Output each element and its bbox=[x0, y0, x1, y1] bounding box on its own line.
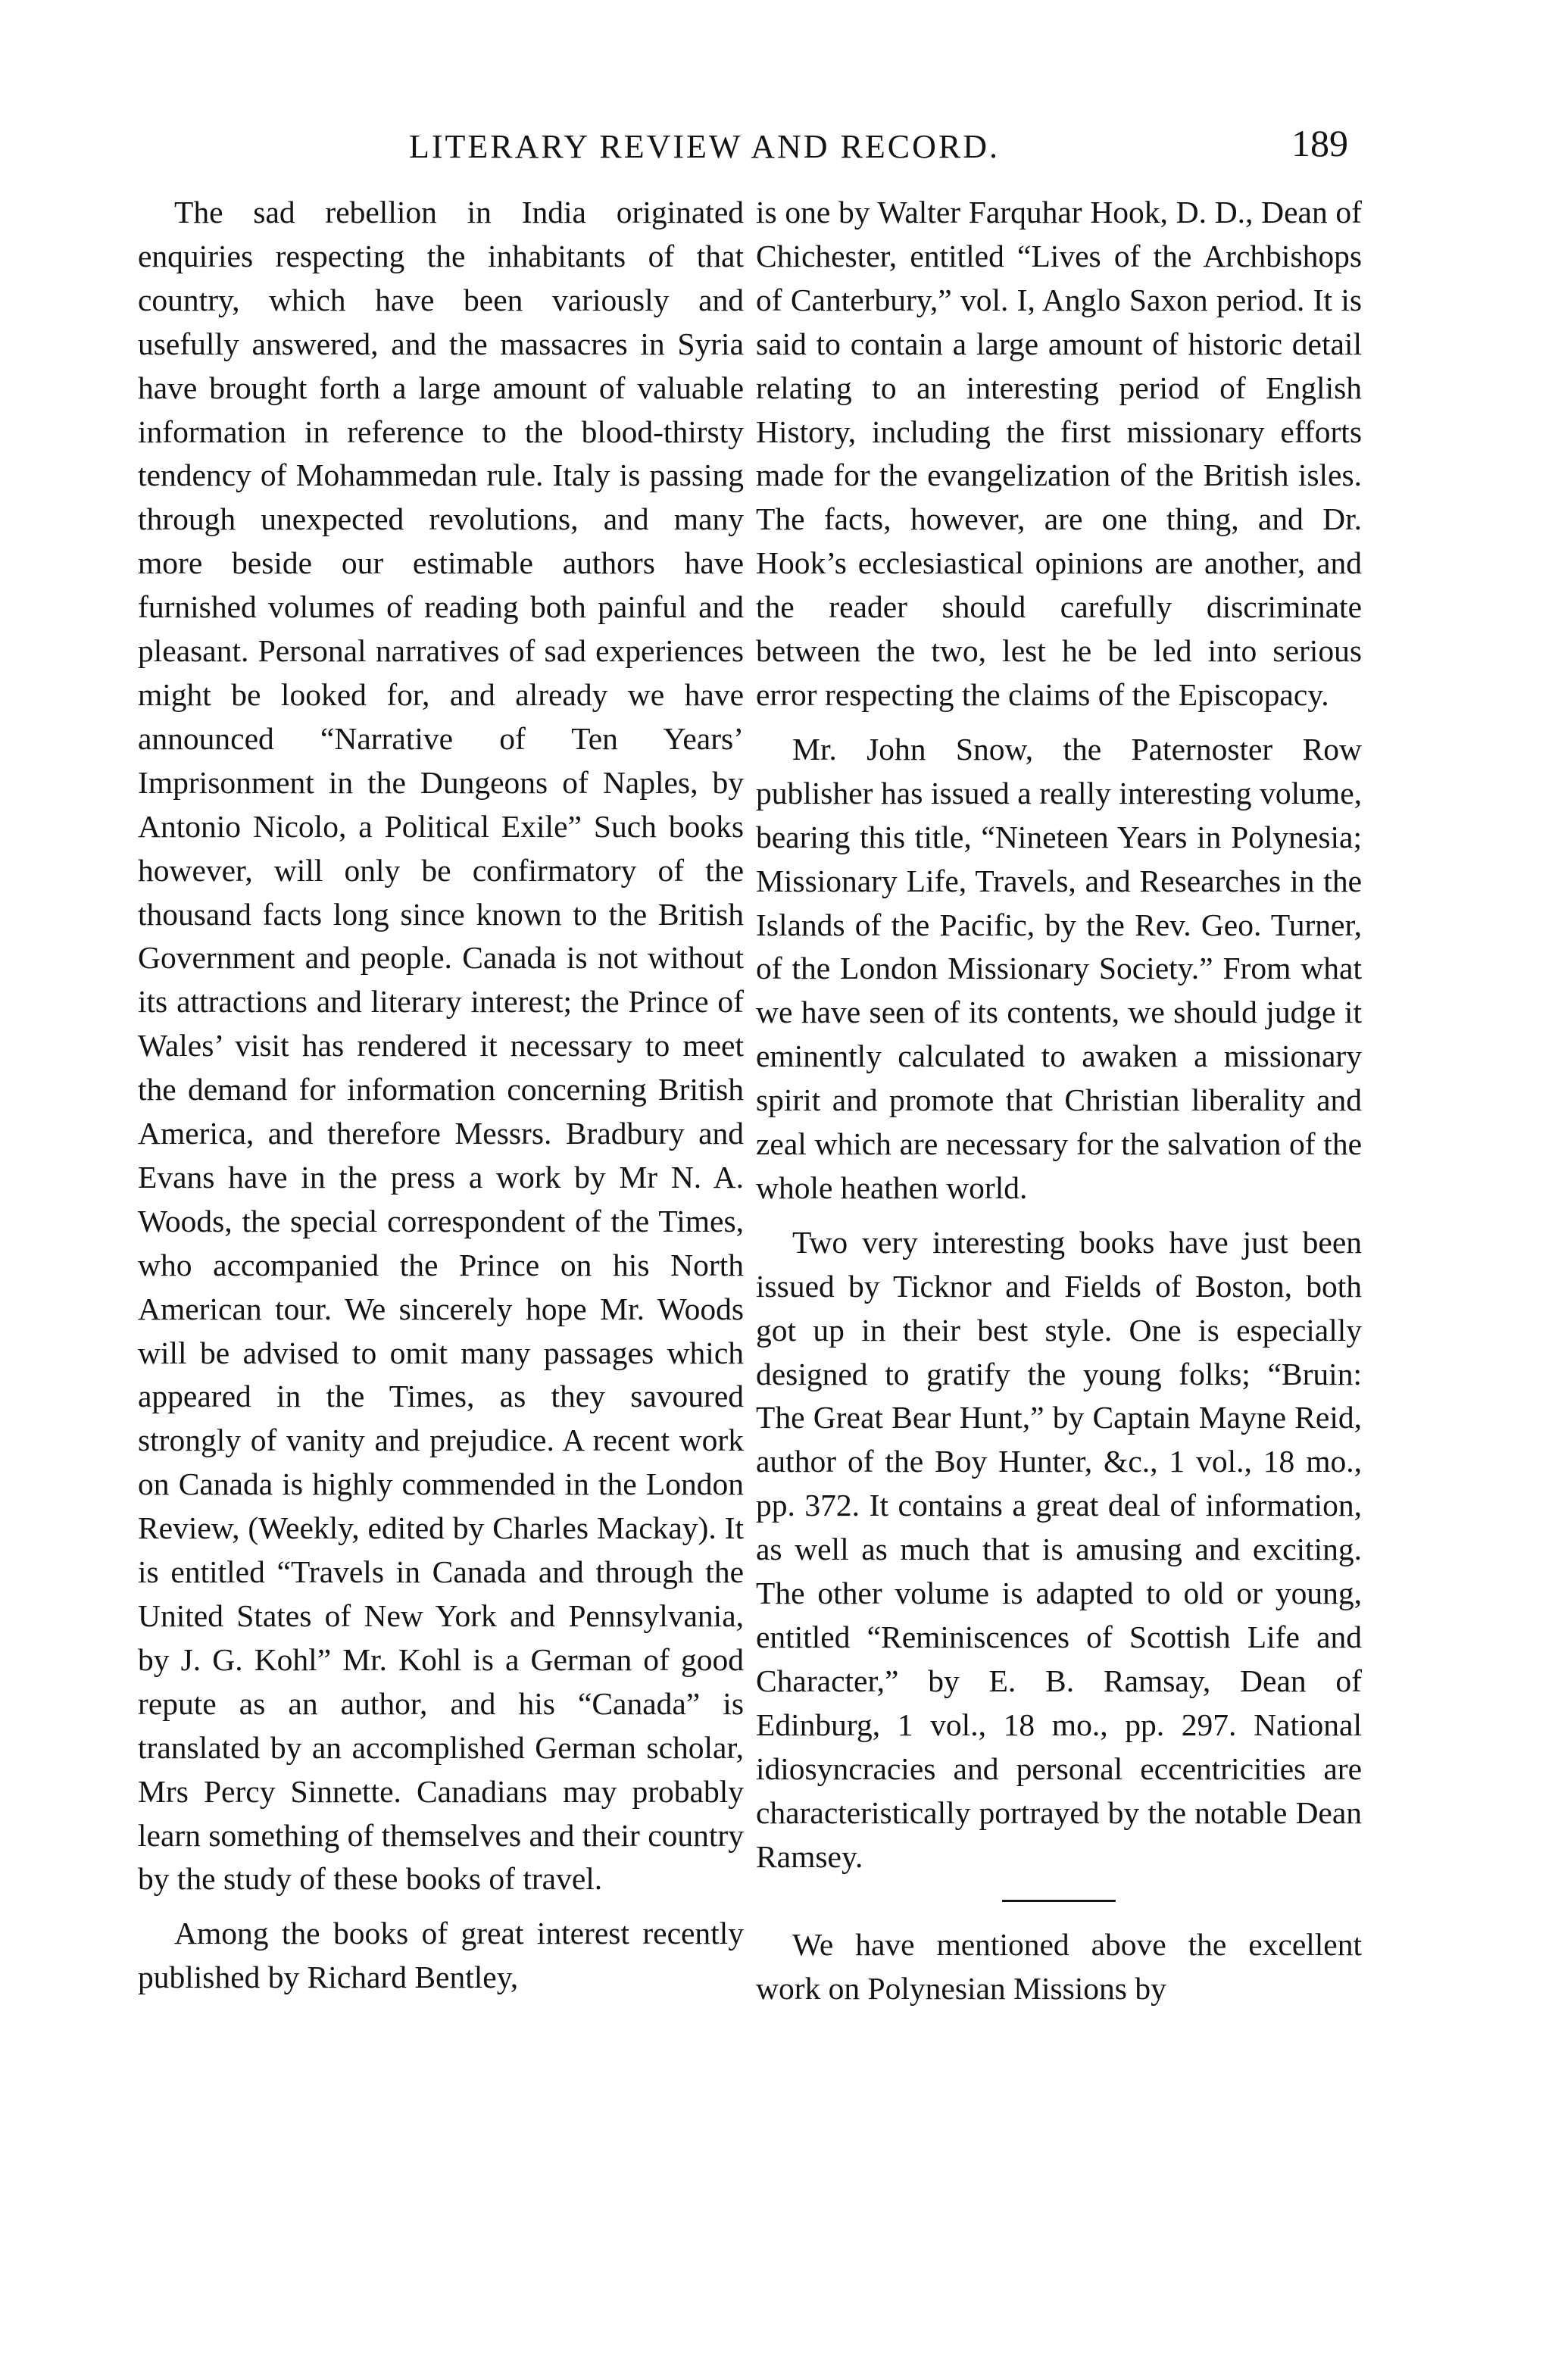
right-column bbox=[756, 191, 1362, 2011]
paragraph-bentley-books: Among the books of great interest recently published by Richard Bentley, bbox=[138, 1916, 744, 1995]
section-divider bbox=[1002, 1900, 1116, 1902]
running-title: LITERARY REVIEW AND RECORD. bbox=[408, 128, 1001, 165]
paragraph-ticknor-fields: Two very interesting books have just been issued by Ticknor and Fields of Boston, both got up in their best style. One is especially designed to gratify the young folks; “Bruin: The Great Bear Hunt,” by Captain Mayne Reid, author of the Boy Hunter, &c., 1 vol., 18 mo., pp. 372. It contains a great deal of information, as well as much that is amusing and exciting. The other volume is adapted to old or young, entitled “Reminiscences of Scottish Life and Character,” by E. B. Ramsay, Dean of Edinburg, 1 vol., 18 mo., pp. 297. National idiosyncracies and personal eccentricities are characteristically portrayed by the notable Dean Ramsey. bbox=[756, 1224, 1362, 1874]
paragraph-polynesia: Mr. John Snow, the Paternoster Row publisher has issued a really interesting volume, bearing this title, “Nineteen Years in Polynesia; Missionary Life, Travels, and Researches in the Islands of the Pacific, by the Rev. Geo. Turner, of the London Missionary Society.” From what we have seen of its contents, we should judge it eminently calculated to awaken a missionary spirit and promote that Christian liberality and zeal which are necessary for the salvation of the whole heathen world. bbox=[756, 731, 1362, 1205]
paragraph-polynesian-missions: We have mentioned above the excellent work on Polynesian Missions by bbox=[756, 1927, 1362, 2007]
paragraph-india-and-travel: The sad rebellion in India originated enquiries respecting the inhabitants of that country, which have been variously and usefully answered, and the massacres in Syria have brought forth a large amount of valuable information in reference to the blood-thirsty tendency of Mohammedan rule. Italy is passing through unexpected revolutions, and many more beside our estimable authors have furnished volumes of reading both painful and pleasant. Personal narratives of sad experiences might be looked for, and already we have announced “Narrative of Ten Years’ Imprisonment in the Dungeons of Naples, by Antonio Nicolo, a Political Exile” Such books however, will only be confirmatory of the thousand facts long since known to the British Government and people. Canada is not without its attractions and literary interest; the Prince of Wales’ visit has rendered it necessary to meet the demand for information concerning British America, and therefore Messrs. Bradbury and Evans have in the press a work by Mr N. A. Woods, the special correspondent of the Times, who accompanied the Prince on his North American tour. We sincerely hope Mr. Woods will be advised to omit many passages which appeared in the Times, as they savoured strongly of vanity and prejudice. A recent work on Canada is highly commended in the London Review, (Weekly, edited by Charles Mackay). It is entitled “Travels in Canada and through the United States of New York and Pennsylvania, by J. G. Kohl” Mr. Kohl is a German of good repute as an author, and his “Canada” is translated by an accomplished German scholar, Mrs Percy Sinnette. Canadians may probably learn something of themselves and their country by the study of these books of travel. bbox=[138, 195, 744, 1897]
page-number: 189 bbox=[1291, 122, 1348, 164]
left-column bbox=[138, 191, 744, 2000]
paragraph-hook-archbishops: is one by Walter Farquhar Hook, D. D., Dean of Chichester, entitled “Lives of the Archbishops of Canterbury,” vol. I, Anglo Saxon period. It is said to contain a large amount of historic detail relating to an interesting period of English History, including the first missionary efforts made for the evangelization of the British isles. The facts, however, are one thing, and Dr. Hook’s ecclesiastical opinions are another, and the reader should carefully discriminate between the two, lest he be led into serious error respecting the claims of the Episcopacy. bbox=[756, 195, 1362, 712]
